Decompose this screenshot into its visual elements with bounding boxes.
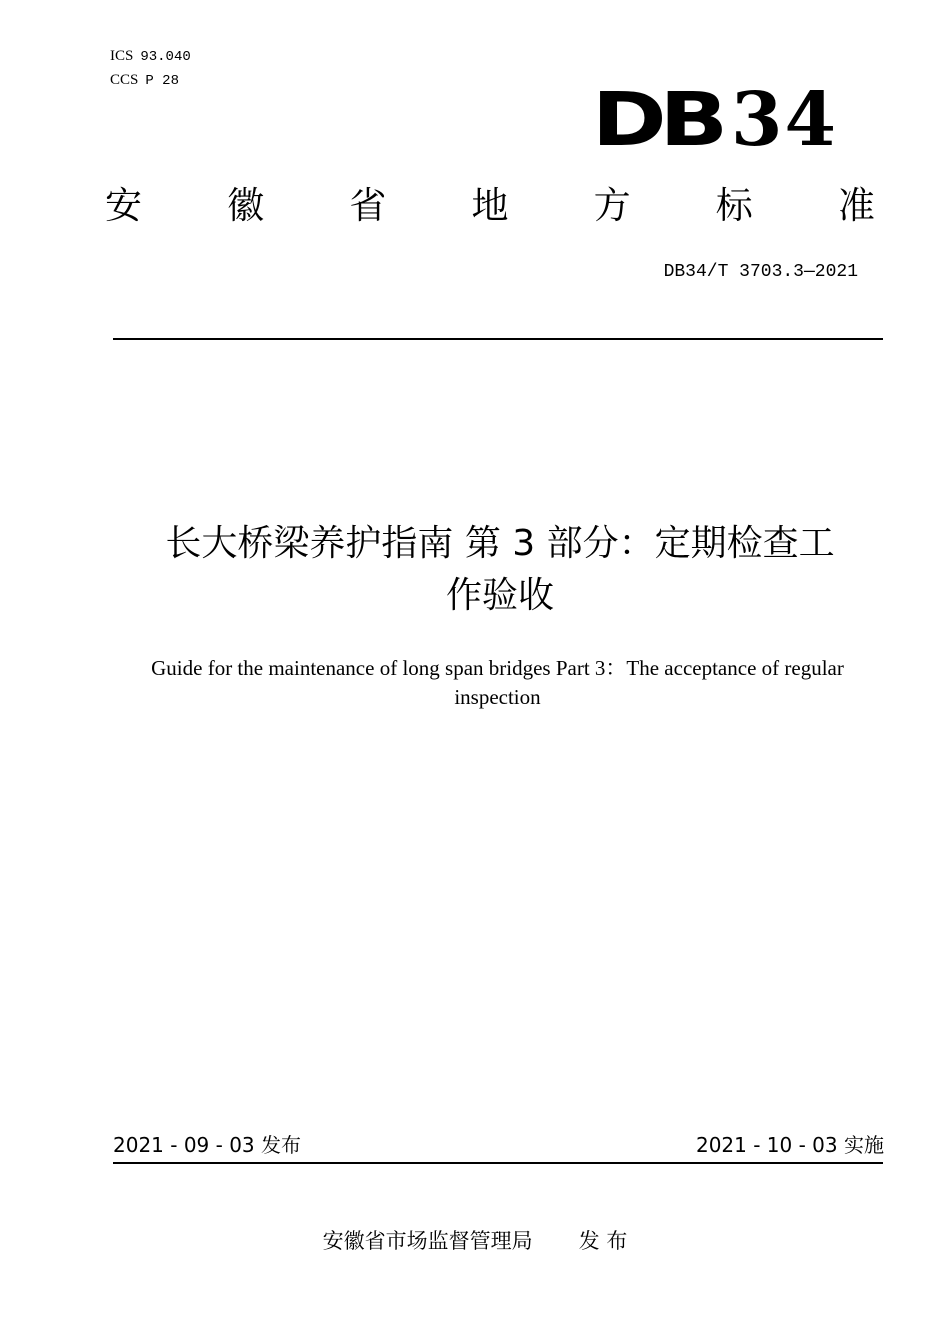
issuer [0, 1226, 950, 1256]
title-chinese [100, 518, 900, 622]
category-char: 标 [715, 184, 753, 227]
category-char: 准 [837, 184, 875, 227]
issuer-name: 安徽省市场监督管理局 [322, 1229, 533, 1253]
ics-value: 93.040 [140, 49, 191, 65]
ccs-code [110, 71, 179, 90]
category-char: 徽 [227, 184, 265, 227]
db34-logo [591, 77, 838, 163]
title-english-line1: Guide for the maintenance of long span bridges Part 3：The acceptance of regular [151, 656, 844, 680]
logo-letters: DB [591, 77, 722, 163]
footer-divider [113, 1162, 883, 1164]
header-divider [113, 338, 883, 340]
ics-label: ICS [110, 48, 134, 64]
implementation-date: 2021 - 10 - 03 实施 [695, 1133, 884, 1157]
title-chinese-line1: 长大桥梁养护指南 第 3 部分：定期检查工 [165, 523, 835, 564]
category-char: 省 [349, 184, 387, 227]
title-chinese-line2: 作验收 [445, 575, 554, 616]
ccs-label: CCS [110, 72, 139, 88]
standard-category [105, 180, 875, 232]
category-char: 地 [471, 184, 509, 227]
logo-number: 34 [731, 77, 838, 163]
category-char: 安 [105, 184, 142, 227]
ics-code [110, 47, 191, 66]
category-char: 方 [593, 184, 631, 227]
ccs-value: P 28 [145, 73, 179, 89]
title-english-line2: inspection [454, 685, 541, 709]
standard-number: DB34/T 3703.3—2021 [663, 262, 858, 282]
issuer-action: 发 布 [578, 1229, 628, 1253]
issue-date: 2021 - 09 - 03 发布 [113, 1133, 302, 1157]
title-english [95, 654, 900, 712]
